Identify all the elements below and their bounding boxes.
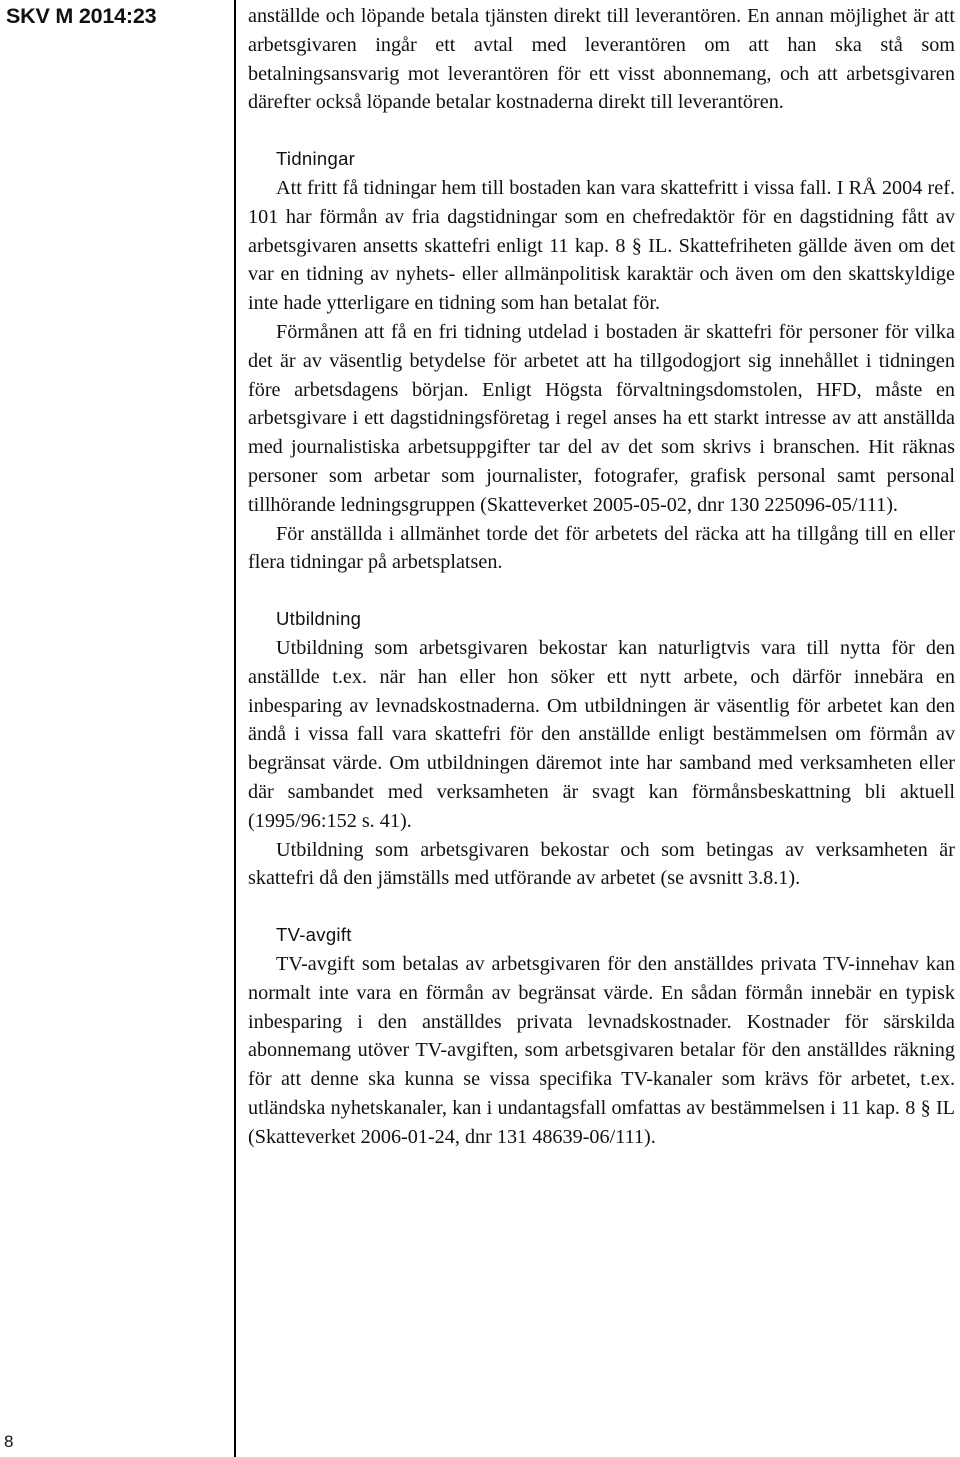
page-number: 8 [4, 1432, 14, 1451]
section-body [248, 174, 955, 577]
document-body [248, 2, 955, 1151]
section-heading: TV-avgift [276, 924, 352, 946]
section-tidningar [248, 145, 955, 577]
paragraph: Utbildning som arbetsgivaren bekostar kan naturligtvis vara till nytta för den anställde t.ex. när han eller hon söker ett nytt arbete, och därför innebära en inbesparing av levnadskostnaderna. Om utbildningen är väsentlig för arbetet kan den ändå i vissa fall vara skattefri för den anställde enligt bestämmelsen om förmån av begränsat värde. Om utbildningen däremot inte har samband med verksamheten eller där sambandet med verksamheten är svagt kan förmånsbeskattning bli aktuell (1995/96:152 s. 41). [248, 636, 955, 832]
intro-paragraph: anställde och löpande betala tjänsten direkt till leverantören. En annan möjlighet är att arbetsgivaren ingår ett avtal med leverantören om att han ska stå som betalningsansvarig mot leverantören för ett visst abonnemang, och att arbetsgivaren därefter också löpande betalar kostnaderna direkt till leverantören. [248, 5, 955, 114]
section-heading: Utbildning [276, 608, 362, 630]
paragraph: Förmånen att få en fri tidning utdelad i bostaden är skattefri för personer för vilka det är av väsentlig betydelse för arbetet att ha tillgodogjort sig innehållet i tidningen före arbetsdagens början. Enligt Högsta förvaltningsdomstolen, HFD, måste en arbetsgivare i ett dagstidningsföretag i regel anses ha ett starkt intresse av att anställda med journalistiska arbetsuppgifter tar del av det som skrivs i branschen. Hit räknas personer som arbetar som journalister, fotografer, grafisk personal samt personal tillhörande ledningsgruppen (Skatteverket 2005-05-02, dnr 130 225096-05/111). [248, 320, 955, 516]
paragraph: För anställda i allmänhet torde det för arbetets del räcka att ha tillgång till en eller flera tidningar på arbetsplatsen. [248, 522, 955, 574]
document-reference: SKV M 2014:23 [6, 4, 157, 28]
section-body [248, 634, 955, 893]
section-heading: Tidningar [276, 148, 356, 170]
section-body [248, 950, 955, 1152]
paragraph: Utbildning som arbetsgivaren bekostar och som betingas av verksamheten är skattefri då den jämställs med utförande av arbetet (se avsnitt 3.8.1). [248, 838, 955, 890]
paragraph: Att fritt få tidningar hem till bostaden kan vara skattefritt i vissa fall. I RÅ 2004 ref. 101 har förmån av fria dagstidningar som en chefredaktör för en dagstidning fått av arbetsgivaren ansetts skattefri enligt 11 kap. 8 § IL. Skattefriheten gällde även om det var en tidning av nyhets- eller allmänpolitisk karaktär och även om den skattskyldige inte hade ytterligare en tidning som han betalat för. [248, 176, 955, 315]
paragraph: TV-avgift som betalas av arbetsgivaren för den anställdes privata TV-innehav kan normalt inte vara en förmån av begränsat värde. En sådan förmån innebär en typisk inbesparing i den anställdes privata levnadskostnader. Kostnader för särskilda abonnemang utöver TV-avgiften, som arbetsgivaren betalar för den anställdes räkning för att denne ska kunna se vissa specifika TV-kanaler som krävs för arbetet, t.ex. utländska nyhetskanaler, kan i undantagsfall omfattas av bestämmelsen i 11 kap. 8 § IL (Skatteverket 2006-01-24, dnr 131 48639-06/111). [248, 952, 955, 1148]
margin-divider [234, 34, 236, 1457]
section-utbildning [248, 605, 955, 893]
margin-header-box [0, 0, 236, 34]
section-tv-avgift [248, 921, 955, 1151]
